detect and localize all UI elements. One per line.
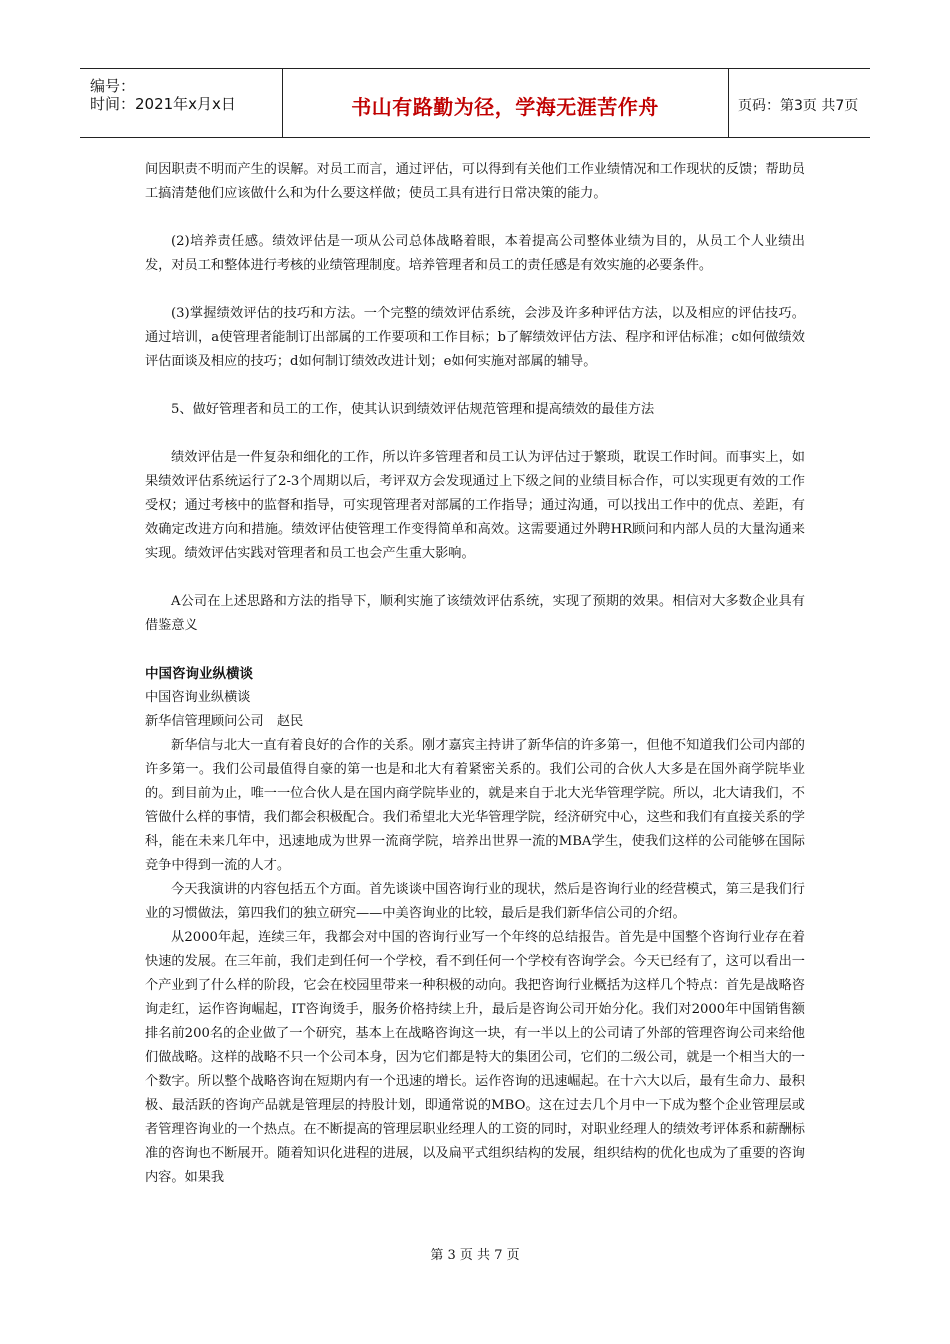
body-paragraph: 间因职责不明而产生的误解。对员工而言，通过评估，可以得到有关他们工作业绩情况和工作现状的反馈；帮助员工搞清楚他们应该做什么和为什么要这样做；使员工具有进行日常决策的能力。 (145, 162, 805, 201)
document-number-label: 编号： (90, 77, 136, 95)
body-paragraph: (3)掌握绩效评估的技巧和方法。一个完整的绩效评估系统，会涉及许多种评估方法，以及相应的评估技巧。通过培训，a使管理者能制订出部属的工作要项和工作目标；b了解绩效评估方法、程序和评估标准；c如何做绩效评估面谈及相应的技巧；d如何制订绩效改进计划；e如何实施对部属的辅导。 (145, 306, 805, 369)
body-paragraph: (2)培养责任感。绩效评估是一项从公司总体战略着眼，本着提高公司整体业绩为目的，从员工个人业绩出发，对员工和整体进行考核的业绩管理制度。培养管理者和员工的责任感是有效实施的必要条件。 (145, 234, 805, 273)
body-paragraph: 绩效评估是一件复杂和细化的工作，所以许多管理者和员工认为评估过于繁琐，耽误工作时间。而事实上，如果绩效评估系统运行了2-3个周期以后，考评双方会发现通过上下级之间的业绩目标合作，可以实现更有效的工作受权；通过考核中的监督和指导，可实现管理者对部属的工作指导；通过沟通，可以找出工作中的优点、差距，有效确定改进方向和措施。绩效评估使管理工作变得简单和高效。这需要通过外聘HR顾问和内部人员的大量沟通来实现。绩效评估实践对管理者和员工也会产生重大影响。 (145, 450, 805, 561)
header-motto-cell (282, 69, 729, 137)
page-footer: 第 3 页 共 7 页 (430, 1248, 520, 1263)
document-body (145, 158, 805, 1190)
header-meta-cell (80, 69, 283, 137)
body-paragraph: A公司在上述思路和方法的指导下，顺利实施了该绩效评估系统，实现了预期的效果。相信对大多数企业具有借鉴意义 (145, 594, 805, 633)
page-header (80, 68, 870, 138)
header-page-number: 页码：第3页 共7页 (738, 98, 859, 114)
section-author: 新华信管理顾问公司 赵民 (145, 714, 304, 729)
body-heading: 5、做好管理者和员工的工作，使其认识到绩效评估规范管理和提高绩效的最佳方法 (171, 402, 655, 417)
section-subtitle: 中国咨询业纵横谈 (145, 690, 251, 705)
header-page-cell (728, 69, 870, 137)
section-paragraph: 从2000年起，连续三年，我都会对中国的咨询行业写一个年终的总结报告。首先是中国整个咨询行业存在着快速的发展。在三年前，我们走到任何一个学校，看不到任何一个学校有咨询学会。今天已经有了，这可以看出一个产业到了什么样的阶段，它会在校园里带来一种积极的动向。我把咨询行业概括为这样几个特点：首先是战略咨询走红，运作咨询崛起，IT咨询烫手，服务价格持续上升，最后是咨询公司开始分化。我们对2000年中国销售额排名前200名的企业做了一个研究，基本上在战略咨询这一块，有一半以上的公司请了外部的管理咨询公司来给他们做战略。这样的战略不只一个公司本身，因为它们都是特大的集团公司，它们的二级公司，就是一个相当大的一个数字。所以整个战略咨询在短期内有一个迅速的增长。运作咨询的迅速崛起。在十六大以后，最有生命力、最积极、最活跃的咨询产品就是管理层的持股计划，即通常说的MBO。这在过去几个月中一下成为整个企业管理层或者管理咨询业的一个热点。在不断提高的管理层职业经理人的工资的同时，对职业经理人的绩效考评体系和薪酬标准的咨询也不断展开。随着知识化进程的进展，以及扁平式组织结构的发展，组织结构的优化也成为了重要的咨询内容。如果我 (145, 930, 805, 1185)
section-title: 中国咨询业纵横谈 (145, 666, 253, 682)
document-time-label: 时间：2021年x月x日 (90, 95, 236, 113)
section-paragraph: 今天我演讲的内容包括五个方面。首先谈谈中国咨询行业的现状，然后是咨询行业的经营模式，第三是我们行业的习惯做法，第四我们的独立研究——中美咨询业的比较，最后是我们新华信公司的介绍。 (145, 882, 805, 921)
header-motto: 书山有路勤为径，学海无涯苦作舟 (351, 95, 659, 119)
section-paragraph: 新华信与北大一直有着良好的合作的关系。刚才嘉宾主持讲了新华信的许多第一，但他不知道我们公司内部的许多第一。我们公司最值得自豪的第一也是和北大有着紧密关系的。我们公司的合伙人大多是在国外商学院毕业的。到目前为止，唯一一位合伙人是在国内商学院毕业的，就是来自于北大光华管理学院。所以，北大请我们，不管做什么样的事情，我们都会积极配合。我们希望北大光华管理学院，经济研究中心，这些和我们有直接关系的学科，能在未来几年中，迅速地成为世界一流商学院，培养出世界一流的MBA学生，使我们这样的公司能够在国际竞争中得到一流的人才。 (145, 738, 805, 873)
